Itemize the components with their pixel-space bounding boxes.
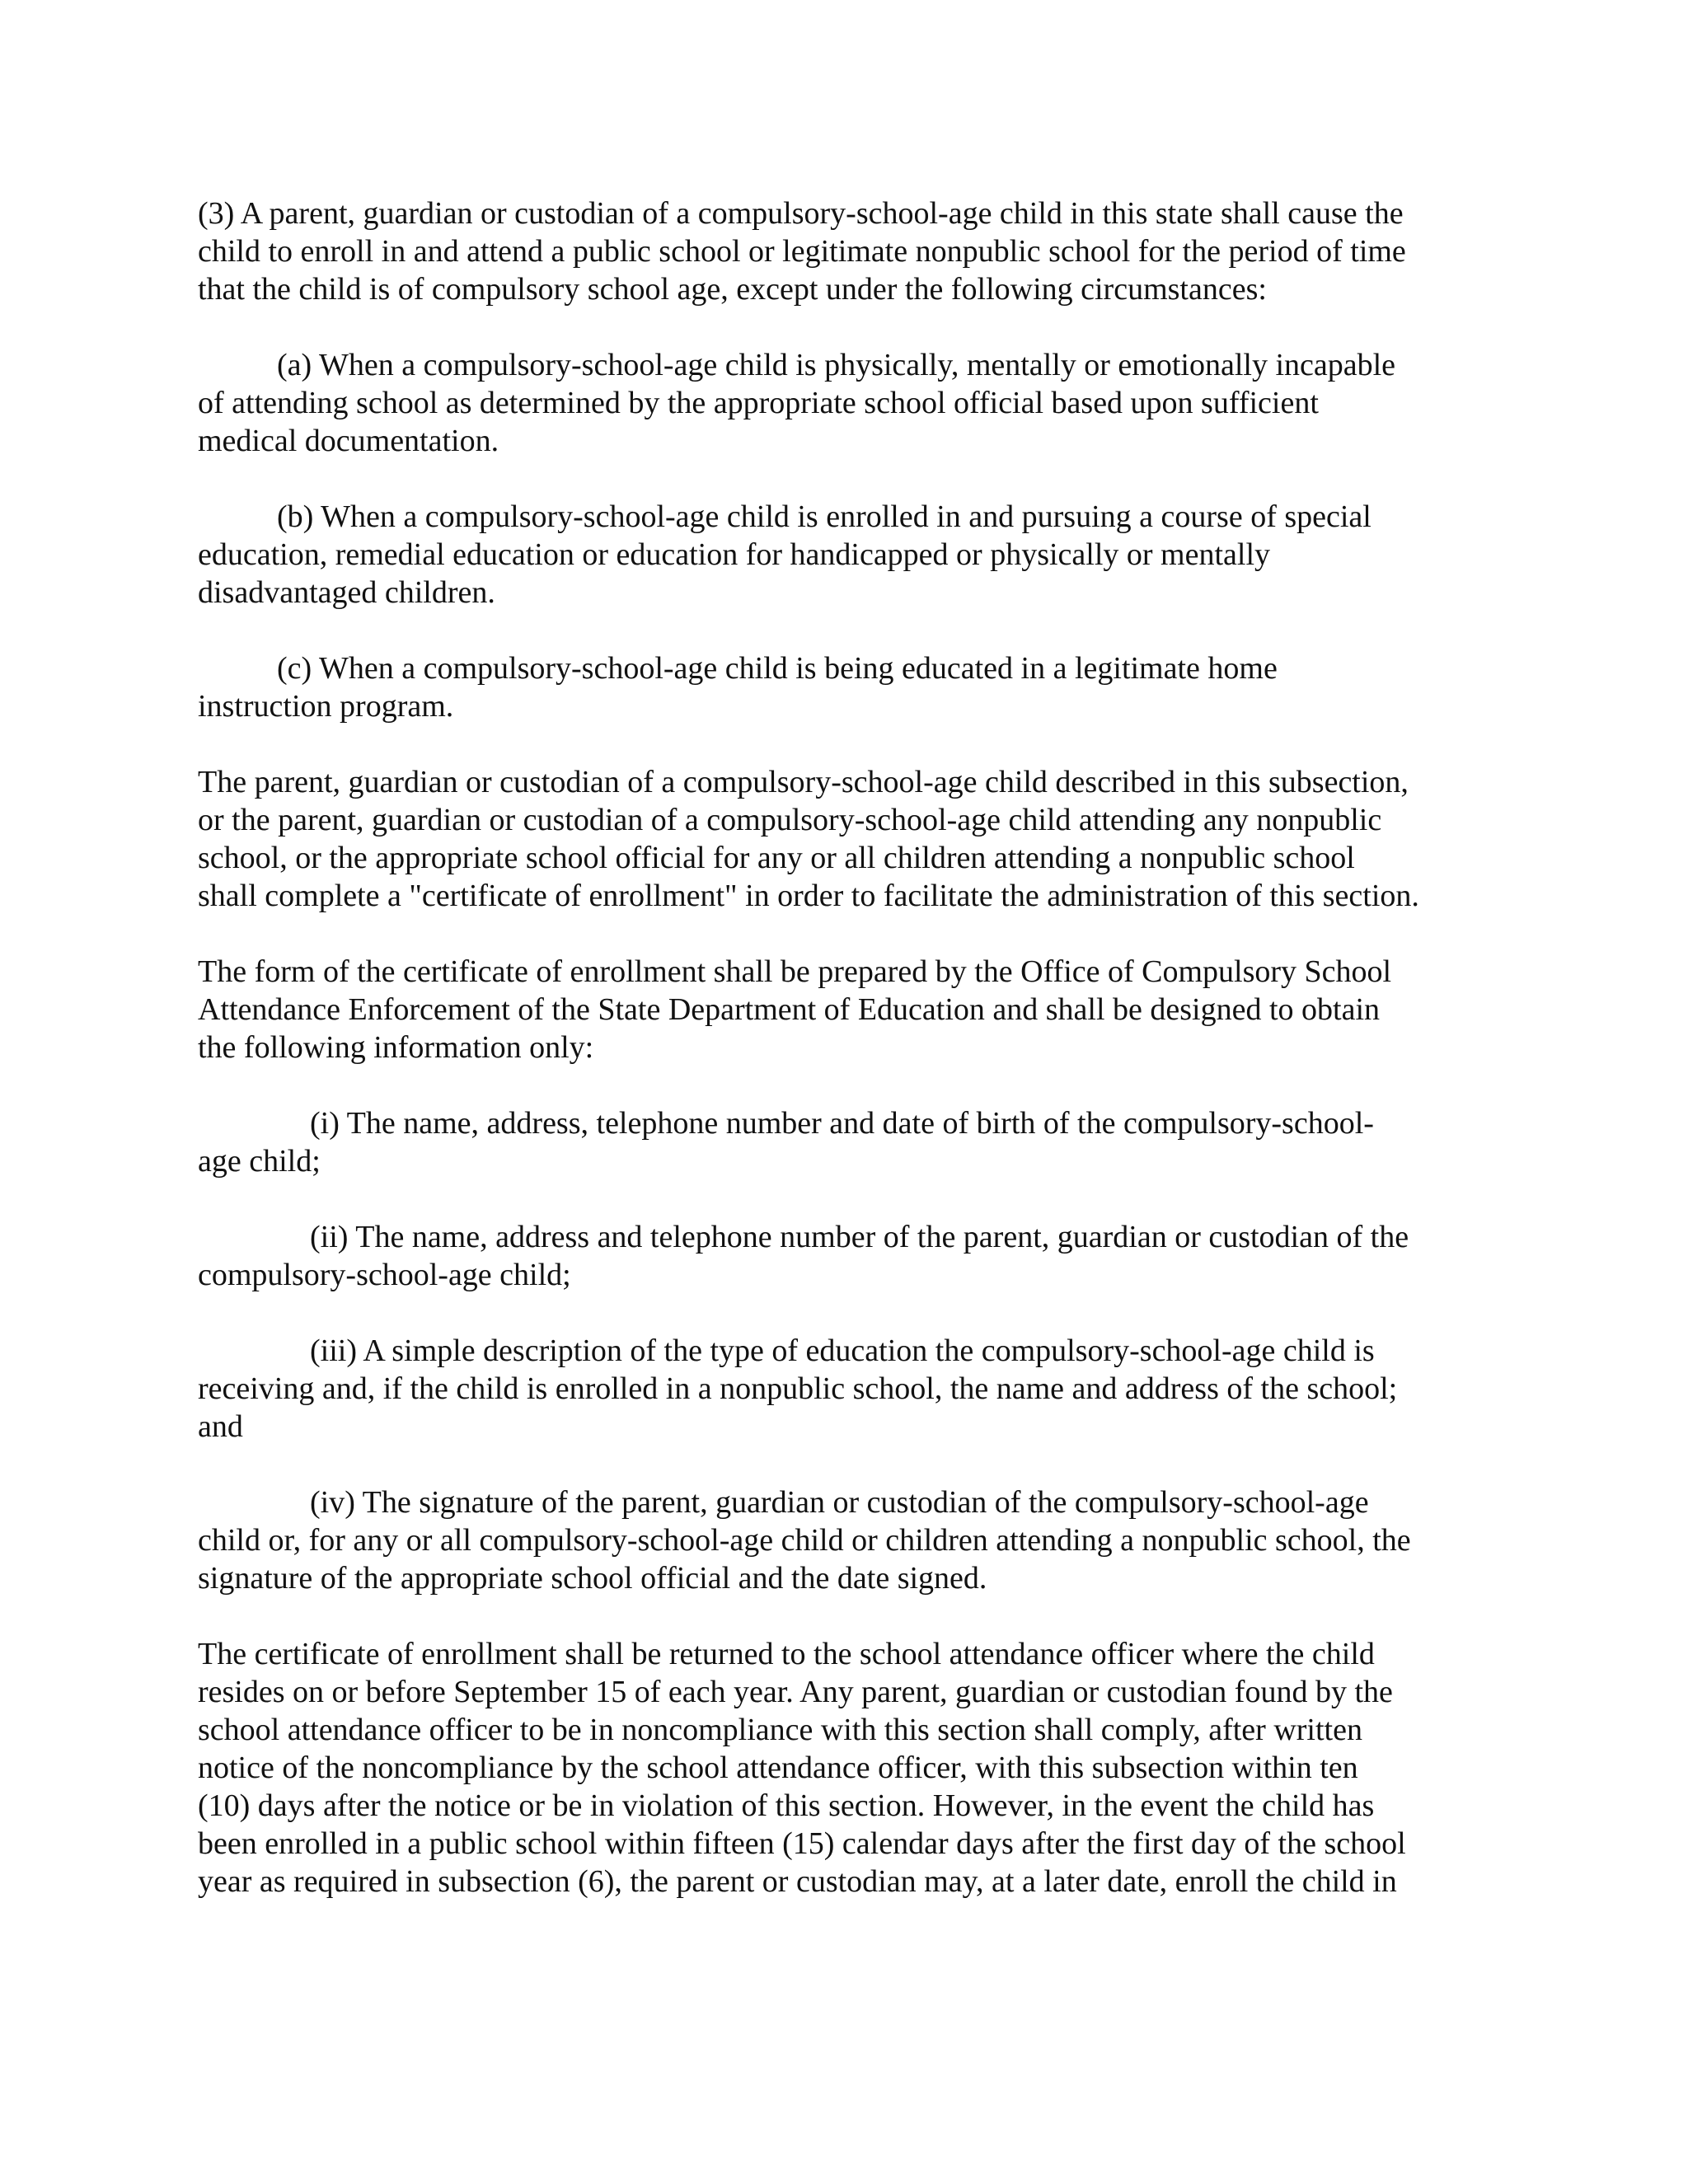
intro-paragraph: (3) A parent, guardian or custodian of a compulsory-school-age child in this state shall cause the child to enroll in and attend a public school or legitimate nonpublic school for the period of time that the child is of compulsory school age, except under the following circumstances: xyxy=(198,196,1406,307)
form-paragraph: The form of the certificate of enrollment shall be prepared by the Office of Compulsory School Attendance Enforcement of the State Department of Education and shall be designed to obtain the following information only: xyxy=(198,954,1392,1065)
document-body xyxy=(198,194,1492,1938)
item-ii-paragraph: (ii) The name, address and telephone number of the parent, guardian or custodian of the compulsory-school-age child; xyxy=(198,1220,1409,1292)
return-text-part3: enroll the child in xyxy=(1167,1864,1397,1899)
underlined-comma: , xyxy=(976,1864,984,1899)
item-a-paragraph: (a) When a compulsory-school-age child is physically, mentally or emotionally incapable of attending school as determined by the appropriate school official based upon sufficient medical documentation. xyxy=(198,348,1396,458)
item-iii-paragraph: (iii) A simple description of the type of education the compulsory-school-age child is receiving and, if the child is enrolled in a nonpublic school, the name and address of the school; and xyxy=(198,1333,1398,1444)
return-text-part1: The certificate of enrollment shall be returned to the school attendance officer where the child resides on or before September 15 of each year. Any parent, guardian or custodian found by the school attendance officer to be in noncompliance with this section shall comply, after written notice of the noncompliance by the school attendance officer, with this subsection within ten (10) days after the notice or be in violation of this section. However, in the event the child has been enrolled in a public school within fifteen (15) calendar days after the first day of the school year as required in subsection (6), the parent or custodian may xyxy=(198,1637,1406,1899)
item-b-paragraph: (b) When a compulsory-school-age child is enrolled in and pursuing a course of special education, remedial education or education for handicapped or physically or mentally disadvantaged children. xyxy=(198,499,1372,610)
certificate-paragraph: The parent, guardian or custodian of a compulsory-school-age child described in this subsection, or the parent, guardian or custodian of a compulsory-school-age child attending any nonpublic school, or the appropriate school official for any or all children attending a nonpublic school shall complete a "certificate of enrollment" in order to facilitate the administration of this section. xyxy=(198,765,1419,913)
item-c-paragraph: (c) When a compulsory-school-age child is being educated in a legitimate home instruction program. xyxy=(198,651,1278,724)
underlined-comma: , xyxy=(1159,1864,1168,1899)
item-i-paragraph: (i) The name, address, telephone number and date of birth of the compulsory-school- age child; xyxy=(198,1106,1374,1179)
item-iv-paragraph: (iv) The signature of the parent, guardian or custodian of the compulsory-school-age child or, for any or all compulsory-school-age child or children attending a nonpublic school, the signature of the appropriate school official and the date signed. xyxy=(198,1485,1411,1596)
return-paragraph xyxy=(198,1635,1492,1900)
return-text-part2: at a later date xyxy=(983,1864,1160,1899)
